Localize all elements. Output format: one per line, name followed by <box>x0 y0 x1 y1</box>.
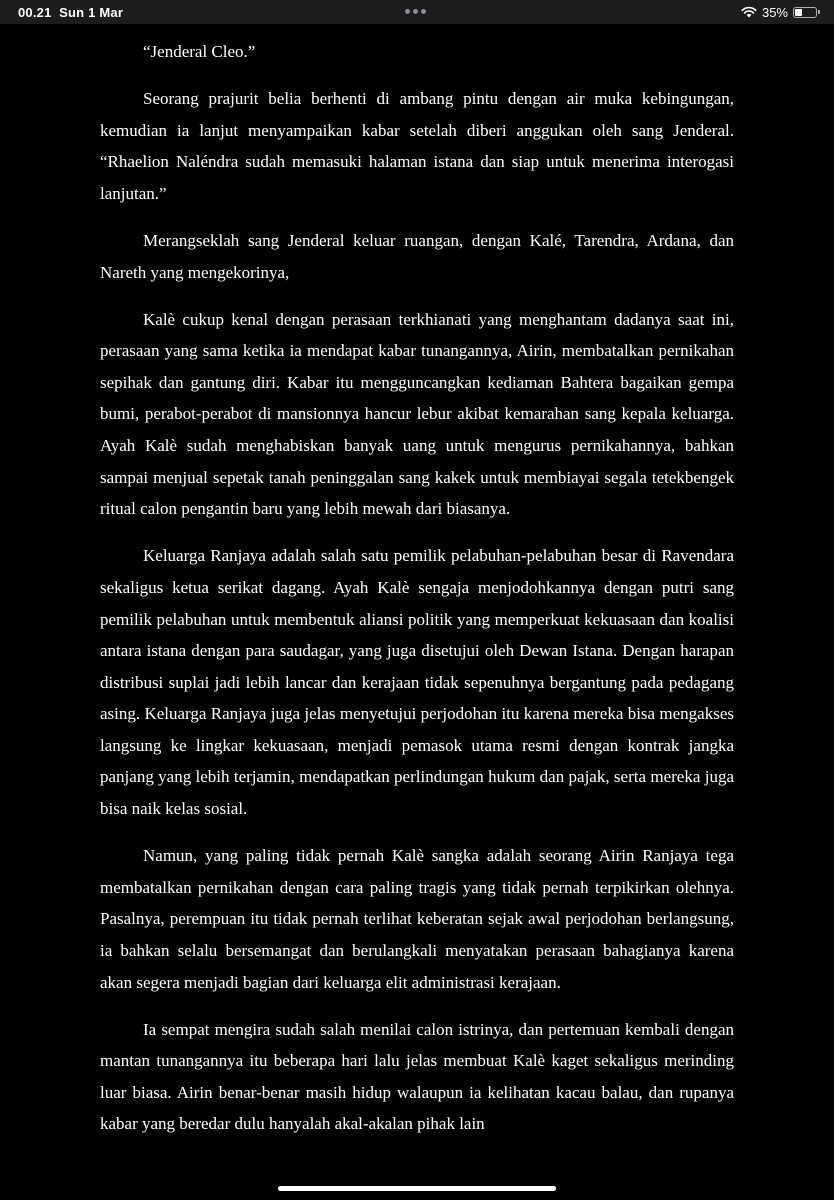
paragraph: Seorang prajurit belia berhenti di ambang pintu dengan air muka kebingungan, kemudian ia lanjut menyampaikan kabar setelah diberi anggukan oleh sang Jenderal. “Rhaelion Naléndra sudah memasuki halaman istana dan siap untuk menerima interogasi lanjutan.” <box>100 89 734 203</box>
reader-page <box>100 36 734 1156</box>
paragraph: “Jenderal Cleo.” <box>143 42 256 61</box>
paragraph: Kalè cukup kenal dengan perasaan terkhianati yang menghantam dadanya saat ini, perasaan yang sama ketika ia mendapat kabar tunangannya, Airin, membatalkan pernikahan sepihak dan gantung diri. Kabar itu mengguncangkan kediaman Bahtera bagaikan gempa bumi, perabot-perabot di mansionnya hancur lebur akibat kemarahan sang kepala keluarga. Ayah Kalè sudah menghabiskan banyak uang untuk mengurus pernikahannya, bahkan sampai menjual sepetak tanah peninggalan sang kakek untuk membiayai segala tetekbengek ritual calon pengantin baru yang lebih mewah dari biasanya. <box>100 309 734 519</box>
battery-icon <box>793 7 817 18</box>
battery-cap <box>818 10 820 14</box>
battery-fill <box>795 9 802 16</box>
paragraph: Keluarga Ranjaya adalah salah satu pemilik pelabuhan-pelabuhan besar di Ravendara sekaligus ketua serikat dagang. Ayah Kalè sengaja menjodohkannya dengan putri sang pemilik pelabuhan untuk membentuk aliansi politik yang memperkuat kekuasaan dan koalisi antara istana dengan para saudagar, yang juga disetujui oleh Dewan Istana. Dengan harapan distribusi suplai jadi lebih lancar dan kerajaan tidak sepenuhnya bergantung pada pedagang asing. Keluarga Ranjaya juga jelas menyetujui perjodohan itu karena mereka bisa mengakses langsung ke lingkar kekuasaan, menjadi pemasok utama resmi dengan kontrak jangka panjang yang lebih terjamin, mendapatkan perlindungan hukum dan pajak, serta mereka juga bisa naik kelas sosial. <box>100 546 734 819</box>
status-indicators <box>741 4 820 20</box>
battery-percent: 35% <box>761 4 788 20</box>
status-time-date <box>18 5 123 20</box>
status-time: 00.21 <box>18 5 52 20</box>
home-indicator[interactable] <box>278 1186 556 1191</box>
wifi-icon <box>741 6 757 18</box>
paragraph: Namun, yang paling tidak pernah Kalè sangka adalah seorang Airin Ranjaya tega membatalkan pernikahan dengan cara paling tragis yang tidak pernah terpikirkan olehnya. Pasalnya, perempuan itu tidak pernah terlihat keberatan sejak awal perjodohan berlangsung, ia bahkan selalu bersemangat dan berulangkali menyatakan perasaan bahagianya karena akan segera menjadi bagian dari keluarga elit administrasi kerajaan. <box>100 846 734 992</box>
paragraph: Merangseklah sang Jenderal keluar ruangan, dengan Kalé, Tarendra, Ardana, dan Nareth yang mengekorinya, <box>100 230 734 282</box>
paragraph: Ia sempat mengira sudah salah menilai calon istrinya, dan pertemuan kembali dengan mantan tunangannya itu beberapa hari lalu jelas membuat Kalè kaget sekaligus merinding luar biasa. Airin benar-benar masih hidup walaupun ia kelihatan kacau balau, dan rupanya kabar yang beredar dulu hanyalah akal-akalan pihak lain <box>100 1019 734 1134</box>
multitasking-dots-icon[interactable] <box>405 9 426 14</box>
status-bar <box>0 0 834 24</box>
status-date: Sun 1 Mar <box>59 5 124 20</box>
